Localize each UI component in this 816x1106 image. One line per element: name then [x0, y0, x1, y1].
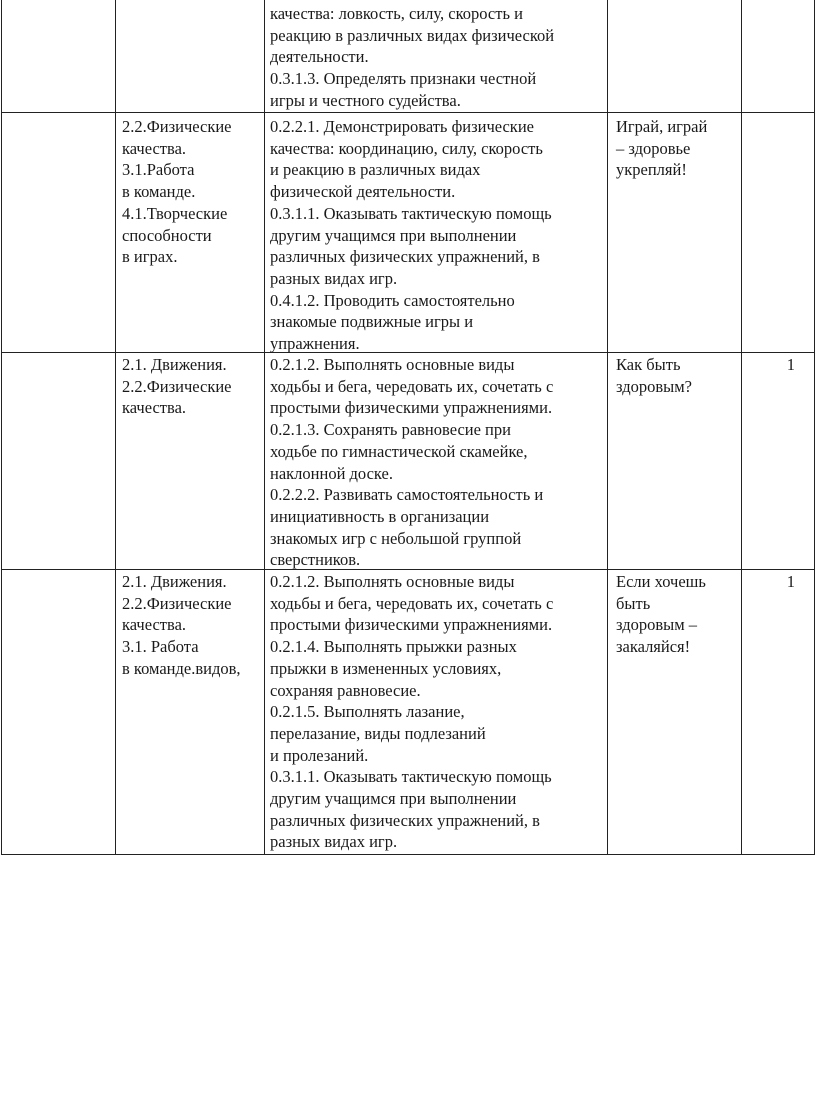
- row-divider-1: [1, 112, 815, 113]
- topic-line: 3.1. Работа: [122, 637, 199, 657]
- topic-line: 4.1.Творческие: [122, 203, 228, 223]
- topic-line: в команде.видов,: [122, 658, 241, 678]
- column-divider-4: [741, 0, 742, 855]
- goal-line: 0.3.1.1. Оказывать тактическую помощь: [270, 203, 552, 223]
- goal-line: сверстников.: [270, 550, 361, 570]
- row-3-lesson: [616, 571, 706, 658]
- row-2-goals: [270, 354, 553, 571]
- topic-line: 2.1. Движения.: [122, 572, 227, 591]
- column-divider-2: [264, 0, 265, 855]
- goal-line: разных видах игр.: [270, 268, 398, 288]
- row-1-topics: [122, 116, 232, 268]
- goal-line: упражнения.: [270, 334, 360, 354]
- lesson-line: Если хочешь: [616, 572, 706, 591]
- table-border-right: [814, 0, 815, 855]
- goal-line: 0.4.1.2. Проводить самостоятельно: [270, 290, 515, 310]
- goal-line: ходьбы и бега, чередовать их, сочетать с: [270, 593, 554, 613]
- topic-line: 2.2.Физические: [122, 593, 232, 613]
- goal-line: наклонной доске.: [270, 463, 393, 483]
- lesson-line: Как быть: [616, 355, 681, 374]
- goal-line: 0.2.2.1. Демонстрировать физические: [270, 117, 534, 136]
- lesson-line: закаляйся!: [616, 637, 691, 657]
- topic-line: способности: [122, 225, 212, 245]
- goal-line: 0.2.1.2. Выполнять основные виды: [270, 355, 515, 374]
- topic-line: 2.1. Движения.: [122, 355, 227, 374]
- lesson-line: укрепляй!: [616, 160, 687, 180]
- topic-line: качества.: [122, 615, 187, 635]
- goal-line: ходьбы и бега, чередовать их, сочетать с: [270, 376, 554, 396]
- lesson-line: здоровым?: [616, 376, 693, 396]
- lesson-line: быть: [616, 593, 651, 613]
- goal-line: сохраняя равновесие.: [270, 680, 421, 700]
- goal-line: 0.3.1.3. Определять признаки честной: [270, 69, 537, 89]
- goal-line: различных физических упражнений, в: [270, 247, 540, 267]
- goal-line: различных физических упражнений, в: [270, 810, 540, 830]
- goal-line: 0.2.2.2. Развивать самостоятельность и: [270, 485, 544, 505]
- goal-line: разных видах игр.: [270, 832, 398, 852]
- topic-line: качества.: [122, 398, 187, 418]
- topic-line: 3.1.Работа: [122, 160, 195, 180]
- table-border-left: [1, 0, 2, 855]
- goal-line: 0.2.1.3. Сохранять равновесие при: [270, 420, 511, 440]
- goal-line: качества: координацию, силу, скорость: [270, 138, 543, 158]
- hours-value: 1: [786, 572, 795, 591]
- goal-line: деятельности.: [270, 47, 369, 67]
- goal-line: другим учащимся при выполнении: [270, 789, 517, 809]
- hours-value: 1: [786, 355, 795, 374]
- column-divider-3: [607, 0, 608, 855]
- goal-line: игры и честного судейства.: [270, 90, 461, 110]
- row-2-topics: [122, 354, 232, 419]
- lesson-line: здоровым –: [616, 615, 698, 635]
- topic-line: 2.2.Физические: [122, 117, 232, 136]
- goal-line: реакцию в различных видах физической: [270, 25, 555, 45]
- row-0-goals: [270, 3, 554, 112]
- column-divider-1: [115, 0, 116, 855]
- goal-line: инициативность в организации: [270, 506, 490, 526]
- goal-line: 0.2.1.5. Выполнять лазание,: [270, 702, 465, 722]
- row-1-lesson: [616, 116, 707, 181]
- goal-line: знакомых игр с небольшой группой: [270, 528, 522, 548]
- goal-line: и реакцию в различных видах: [270, 160, 481, 180]
- row-3-hours: [748, 571, 795, 593]
- goal-line: простыми физическими упражнениями.: [270, 615, 553, 635]
- table-border-bottom: [1, 854, 815, 855]
- lesson-line: Играй, играй: [616, 117, 708, 136]
- goal-line: и пролезаний.: [270, 745, 369, 765]
- goal-line: знакомые подвижные игры и: [270, 312, 474, 332]
- goal-line: 0.2.1.2. Выполнять основные виды: [270, 572, 515, 591]
- goal-line: 0.3.1.1. Оказывать тактическую помощь: [270, 767, 552, 787]
- row-2-hours: [748, 354, 795, 376]
- goal-line: прыжки в измененных условиях,: [270, 658, 502, 678]
- goal-line: качества: ловкость, силу, скорость и: [270, 4, 523, 23]
- goal-line: другим учащимся при выполнении: [270, 225, 517, 245]
- topic-line: в играх.: [122, 247, 178, 267]
- goal-line: физической деятельности.: [270, 182, 456, 202]
- goal-line: ходьбе по гимнастической скамейке,: [270, 441, 528, 461]
- topic-line: качества.: [122, 138, 187, 158]
- row-3-goals: [270, 571, 553, 853]
- goal-line: простыми физическими упражнениями.: [270, 398, 553, 418]
- row-2-lesson: [616, 354, 692, 397]
- topic-line: 2.2.Физические: [122, 376, 232, 396]
- topic-line: в команде.: [122, 182, 196, 202]
- goal-line: 0.2.1.4. Выполнять прыжки разных: [270, 637, 517, 657]
- lesson-line: – здоровье: [616, 138, 691, 158]
- row-1-goals: [270, 116, 552, 355]
- row-3-topics: [122, 571, 241, 680]
- goal-line: перелазание, виды подлезаний: [270, 723, 486, 743]
